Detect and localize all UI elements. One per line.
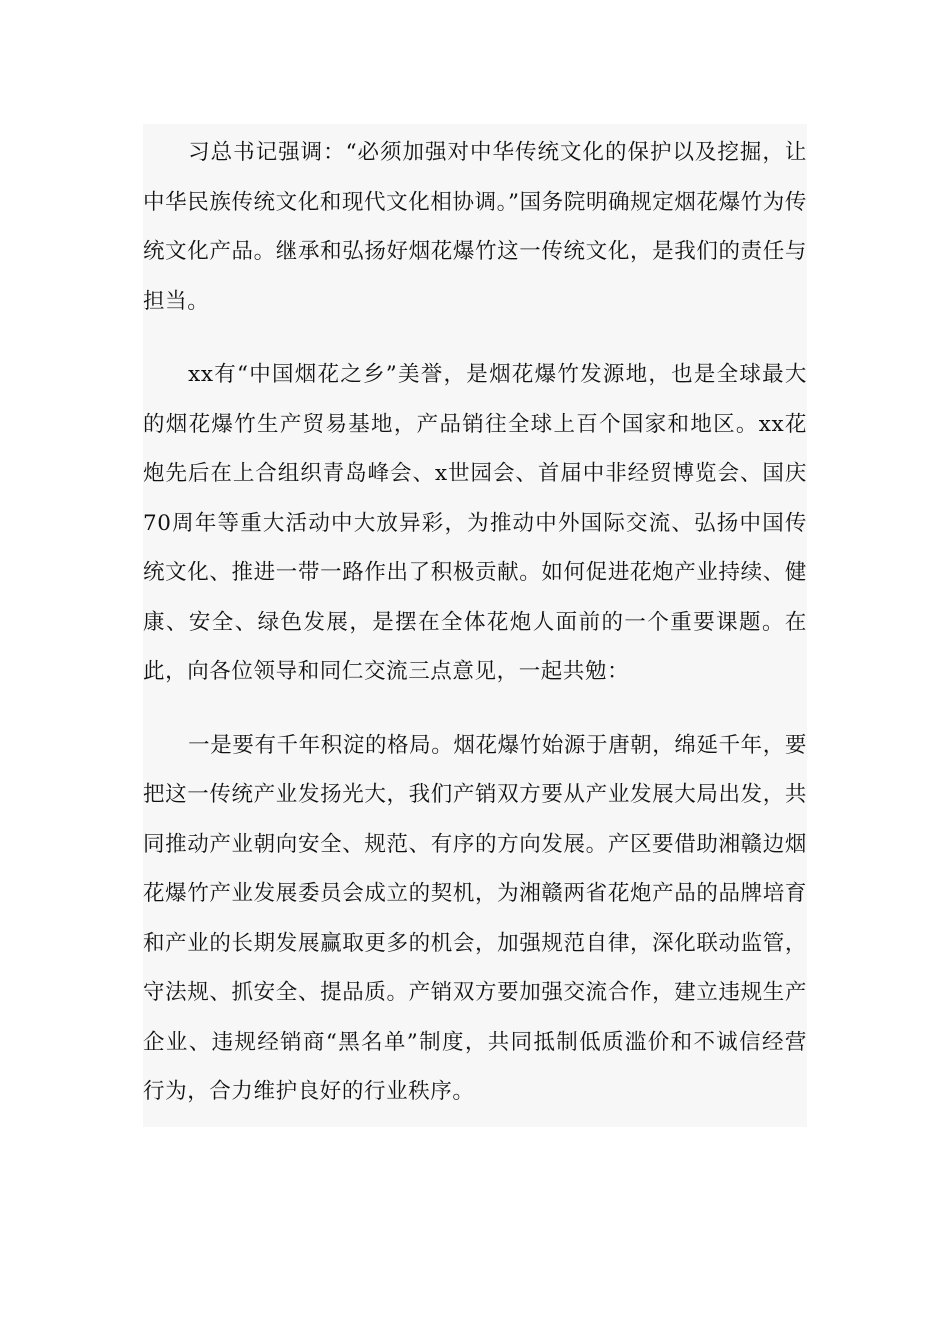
- document-body: [143, 124, 807, 1127]
- paragraph-3: 一是要有千年积淀的格局。烟花爆竹始源于唐朝，绵延千年，要把这一传统产业发扬光大，我们产销双方要从产业发展大局出发，共同推动产业朝向安全、规范、有序的方向发展。产区要借助湘赣边烟花爆竹产业发展委员会成立的契机，为湘赣两省花炮产品的品牌培育和产业的长期发展赢取更多的机会，加强规范自律，深化联动监管，守法规、抓安全、提品质。产销双方要加强交流合作，建立违规生产企业、违规经销商“黑名单”制度，共同抵制低质滥价和不诚信经营行为，合力维护良好的行业秩序。: [143, 732, 807, 1104]
- paragraph-2: xx有“中国烟花之乡”美誉，是烟花爆竹发源地，也是全球最大的烟花爆竹生产贸易基地，产品销往全球上百个国家和地区。xx花炮先后在上合组织青岛峰会、x世园会、首届中非经贸博览会、国庆70周年等重大活动中大放异彩，为推动中外国际交流、弘扬中国传统文化、推进一带一路作出了积极贡献。如何促进花炮产业持续、健康、安全、绿色发展，是摆在全体花炮人面前的一个重要课题。在此，向各位领导和同仁交流三点意见，一起共勉：: [143, 362, 807, 684]
- paragraph-1: 习总书记强调：“必须加强对中华传统文化的保护以及挖掘，让中华民族传统文化和现代文化相协调。”国务院明确规定烟花爆竹为传统文化产品。继承和弘扬好烟花爆竹这一传统文化，是我们的责任与担当。: [143, 140, 807, 314]
